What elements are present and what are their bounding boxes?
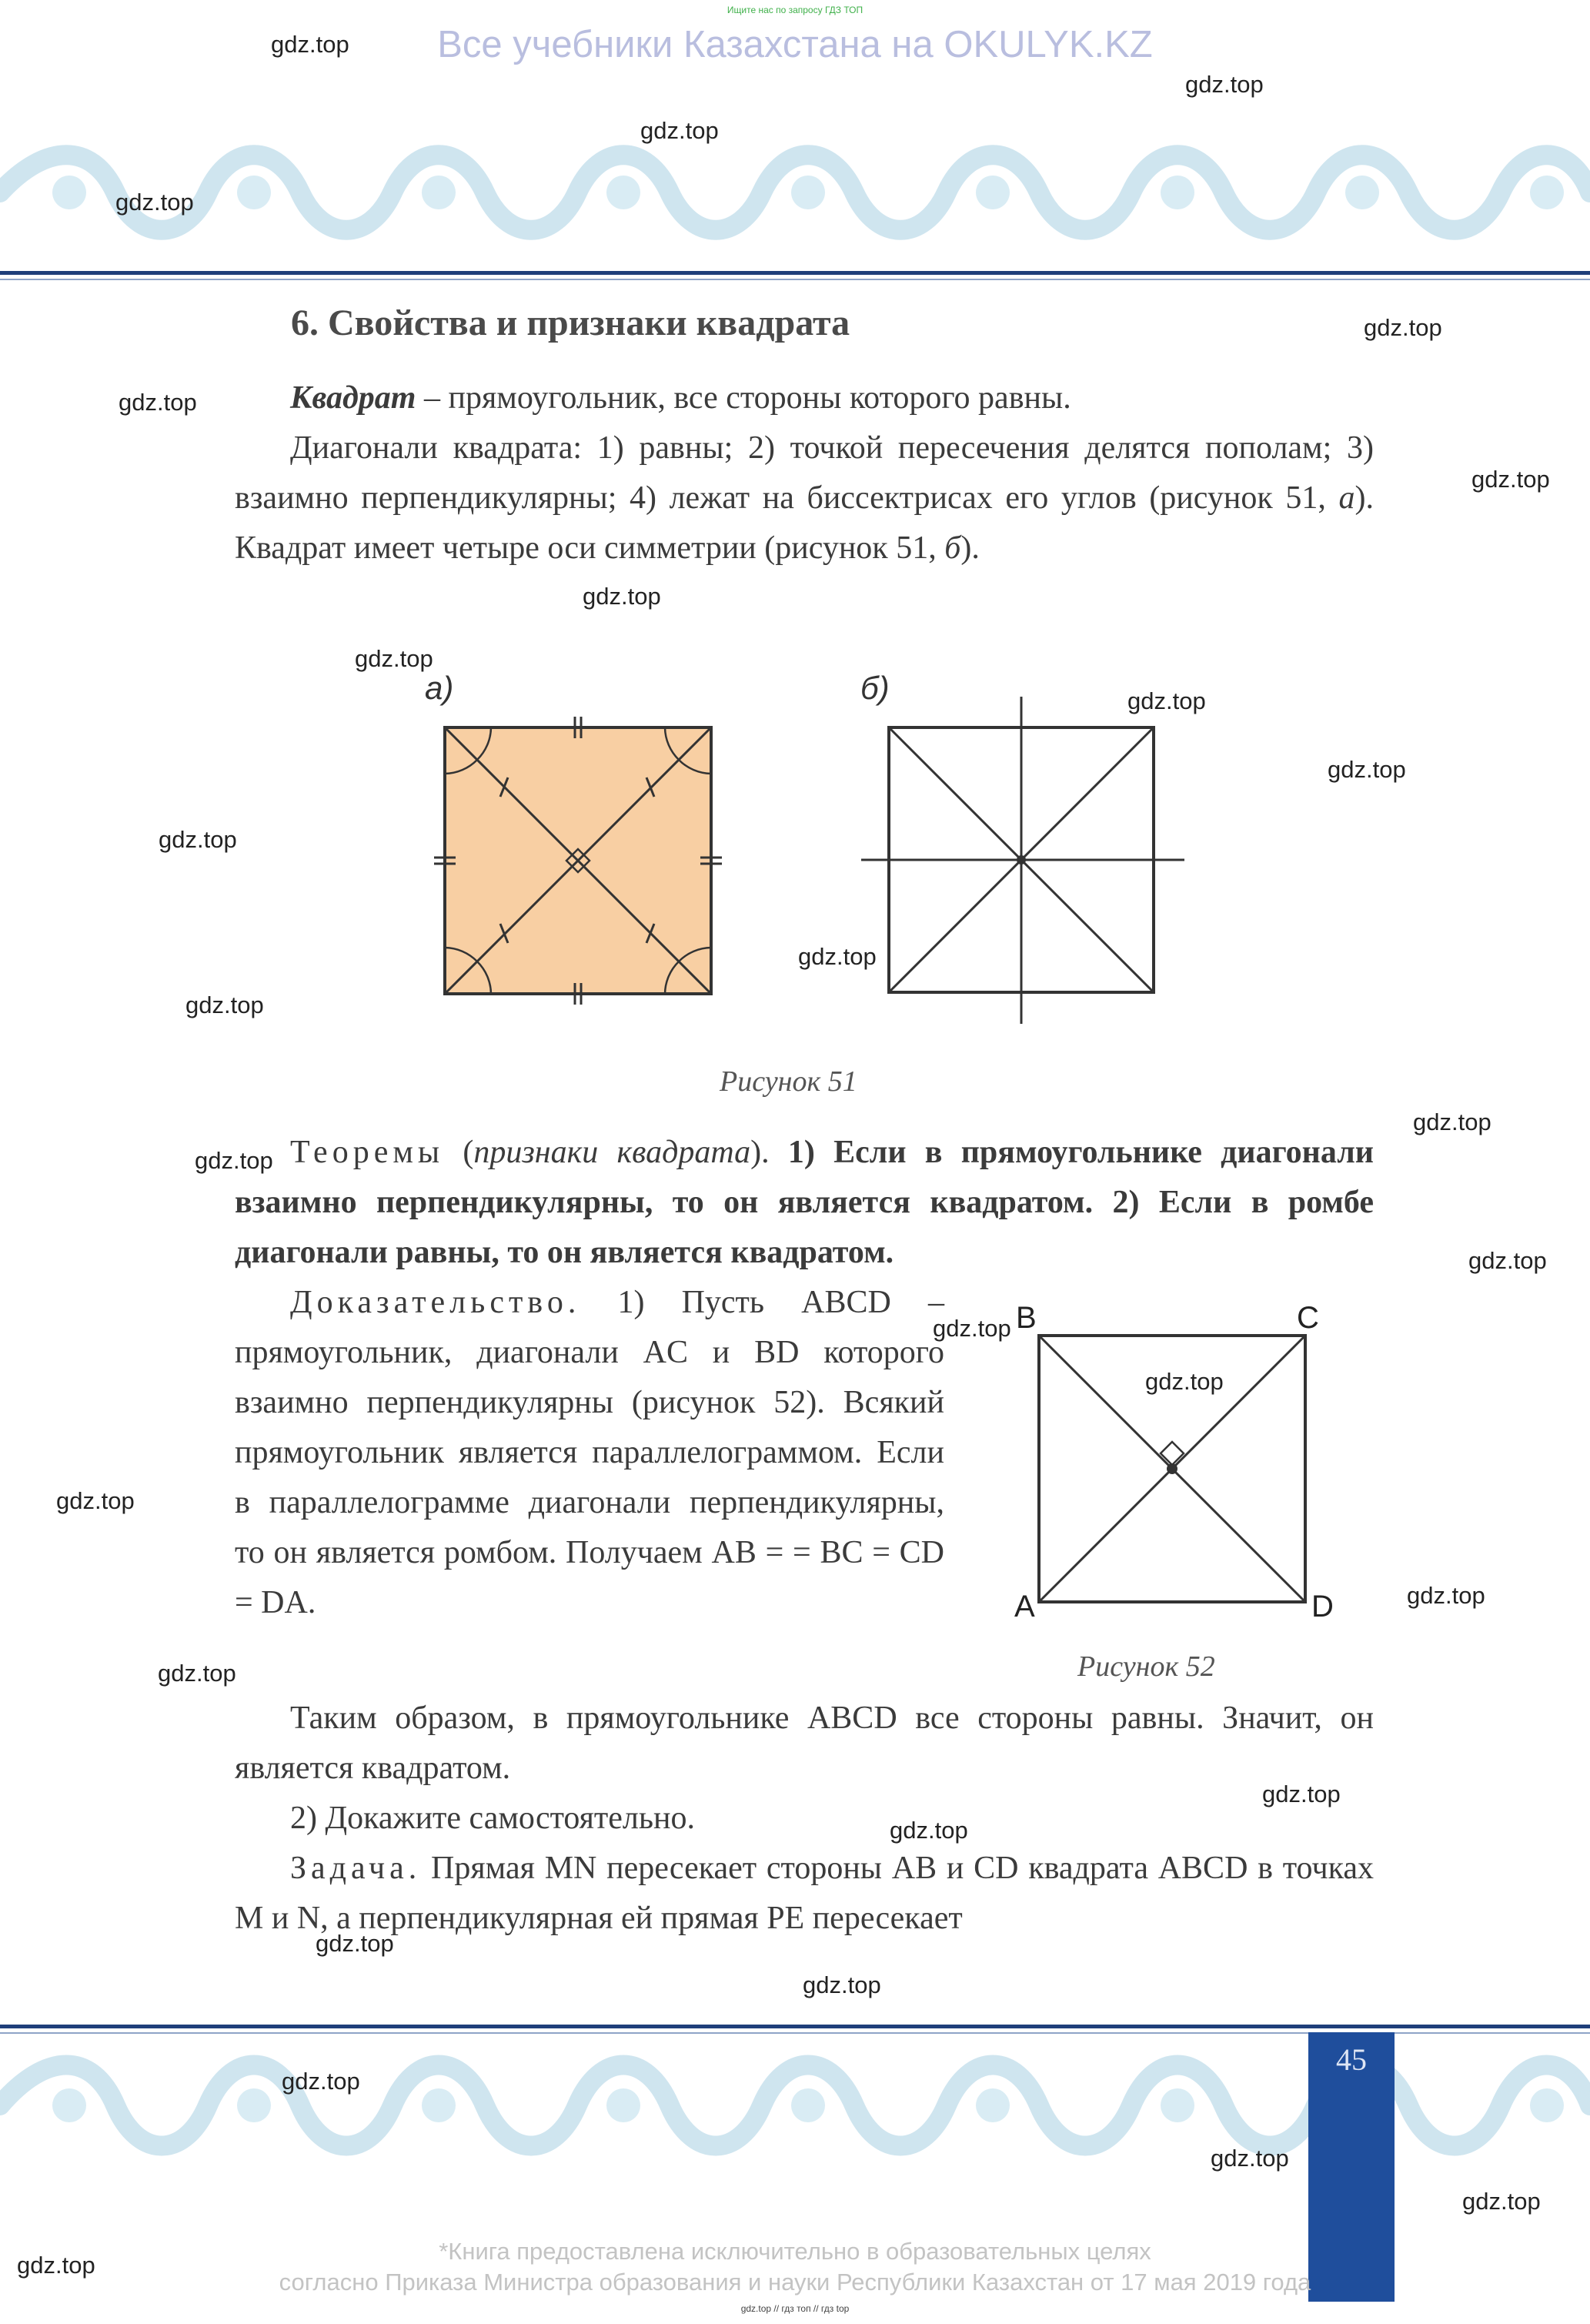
header-rule <box>0 271 1590 275</box>
watermark: gdz.top <box>1462 2188 1541 2215</box>
watermark: gdz.top <box>1364 314 1442 341</box>
point-label-b: B <box>1016 1301 1037 1335</box>
theorem-statement-2: 2) Если в ромбе диагонали равны, то он является квадратом. <box>235 1185 1375 1270</box>
task-lead: Задача. <box>290 1851 422 1886</box>
figure51-label-a: а) <box>425 670 454 706</box>
theorem-statement-1: 1) Если в прямоугольнике диагонали взаимно перпендикулярны, то он является квадратом. <box>235 1135 1374 1220</box>
proof-body: 1) Пусть ABCD – прямоугольник, диагонали AC и BD которого взаимно перпендикулярны (рисунок 52). Всякий прямоугольник является параллелограммом. Если в параллелограмме диагонали перпендикулярны, то он является ромбом. Получаем AB = = BC = CD = DA. <box>235 1285 944 1620</box>
section-title: 6. Свойства и признаки квадрата <box>291 303 850 343</box>
page-number: 45 <box>1336 2042 1367 2077</box>
watermark: gdz.top <box>185 991 264 1018</box>
watermark: gdz.top <box>1185 71 1264 98</box>
watermark: gdz.top <box>640 117 719 144</box>
watermark: gdz.top <box>1471 466 1550 493</box>
figure51-label-b: б) <box>860 670 890 706</box>
watermark: gdz.top <box>316 1930 394 1957</box>
proof-part2: 2) Докажите самостоятельно. <box>290 1801 696 1836</box>
proof-text <box>235 1278 944 1628</box>
footer-links[interactable]: gdz.top // гдз топ // гдз top <box>740 2303 850 2314</box>
conclusion-text <box>235 1694 1374 1944</box>
site-title[interactable]: Все учебники Казахстана на OKULYK.KZ <box>437 24 1153 65</box>
point-label-a: A <box>1014 1590 1035 1623</box>
theorem-lead: Теоремы <box>290 1135 445 1170</box>
watermark: gdz.top <box>17 2252 95 2279</box>
proof-lead: Доказательство. <box>290 1285 581 1320</box>
watermark: gdz.top <box>1328 756 1406 783</box>
figure52-caption: Рисунок 52 <box>1077 1650 1215 1683</box>
figure51-a <box>423 712 731 1012</box>
diagonals-text: Диагонали квадрата: 1) равны; 2) точкой пересечения делятся пополам; 3) взаимно перпендикулярны; 4) лежат на биссектрисах его углов (рисунок 51, <box>235 430 1374 516</box>
axes-text: ). Квадрат имеет четыре оси симметрии (рисунок 51, <box>235 480 1374 566</box>
para-end: ). <box>960 530 980 566</box>
ornament-band-top <box>0 135 1590 250</box>
watermark: gdz.top <box>119 389 197 416</box>
watermark: gdz.top <box>158 1660 236 1687</box>
task-body: Прямая MN пересекает стороны AB и CD квадрата ABCD в точках M и N, а перпендикулярная ей прямая PE пересекает <box>235 1851 1374 1936</box>
watermark: gdz.top <box>1413 1108 1491 1135</box>
theorem-lead-italic: признаки квадрата <box>473 1135 751 1170</box>
intro-text <box>235 373 1374 573</box>
ref-b: б <box>944 530 961 566</box>
point-label-c: C <box>1297 1301 1319 1335</box>
search-hint: Ищите нас по запросу ГДЗ ТОП <box>727 5 863 15</box>
figure52 <box>1008 1289 1347 1636</box>
proof-conclusion: Таким образом, в прямоугольнике ABCD все стороны равны. Значит, он является квадратом. <box>235 1700 1374 1786</box>
point-label-d: D <box>1311 1590 1334 1623</box>
definition-text: – прямоугольник, все стороны которого равны. <box>416 380 1071 416</box>
figure51-caption: Рисунок 51 <box>720 1065 857 1098</box>
footer-line-1: *Книга предоставлена исключительно в образовательных целях <box>439 2238 1151 2265</box>
theorem-text <box>235 1128 1374 1278</box>
paren-open: ( <box>444 1135 474 1170</box>
watermark: gdz.top <box>1407 1582 1485 1609</box>
watermark: gdz.top <box>355 645 433 672</box>
definition-term: Квадрат <box>290 380 416 416</box>
watermark: gdz.top <box>798 943 877 970</box>
watermark: gdz.top <box>1468 1247 1547 1274</box>
watermark: gdz.top <box>271 31 349 58</box>
watermark: gdz.top <box>890 1817 968 1844</box>
figure51-b <box>858 697 1189 1028</box>
watermark: gdz.top <box>159 826 237 853</box>
watermark: gdz.top <box>56 1487 135 1514</box>
watermark: gdz.top <box>195 1147 273 1174</box>
watermark: gdz.top <box>1127 687 1206 714</box>
watermark: gdz.top <box>803 1971 881 1998</box>
paren-close: ). <box>750 1135 788 1170</box>
footer-line-2: согласно Приказа Министра образования и науки Республики Казахстан от 17 мая 2019 года <box>279 2269 1311 2296</box>
ref-a: а <box>1338 480 1355 516</box>
watermark: gdz.top <box>1262 1781 1341 1807</box>
watermark: gdz.top <box>282 2068 360 2095</box>
watermark: gdz.top <box>933 1315 1011 1342</box>
footer-rule <box>0 2025 1590 2028</box>
watermark: gdz.top <box>583 583 661 610</box>
watermark: gdz.top <box>1211 2145 1289 2172</box>
watermark: gdz.top <box>1145 1368 1224 1395</box>
watermark: gdz.top <box>115 189 194 216</box>
header-rule-thin <box>0 279 1590 280</box>
